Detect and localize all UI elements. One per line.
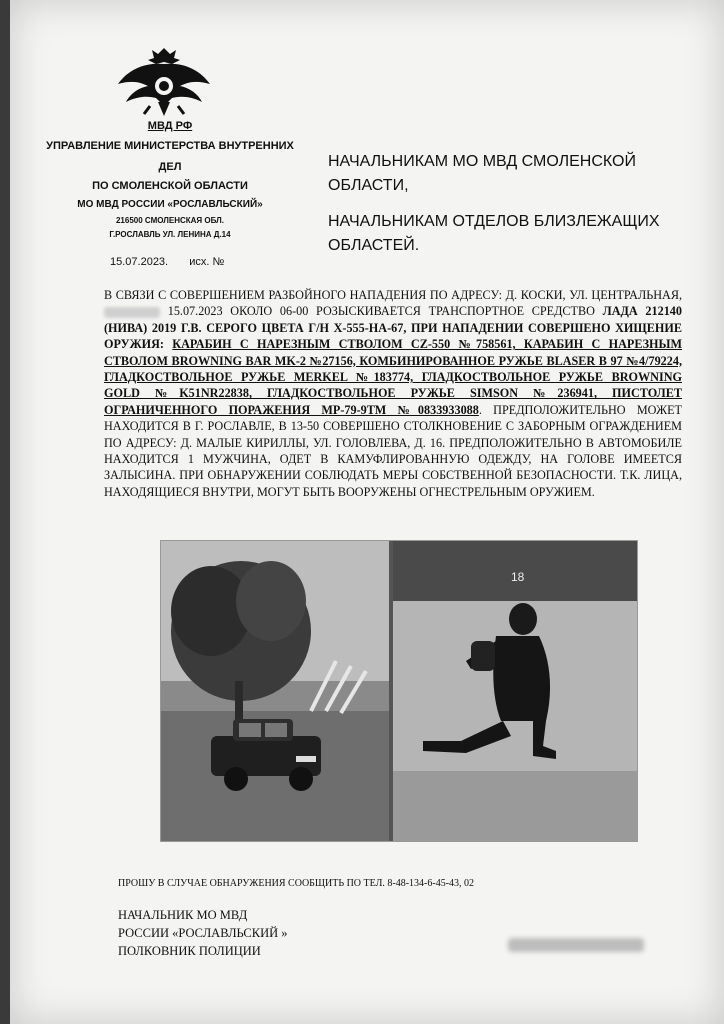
header-line-3: ПО СМОЛЕНСКОЙ ОБЛАСТИ [92,180,248,192]
cctv-photo [160,540,638,842]
body-car: ЛАДА 212140 (НИВА) 2019 Г.В. СЕРОГО ЦВЕТА Г/Н Х-555-НА-67, ПРИ НАПАДЕНИИ СОВЕРШЕНО ХИЩЕНИЕ ОРУЖИЯ: [104,304,682,352]
header-address-2: Г.РОСЛАВЛЬ УЛ. ЛЕНИНА Д.14 [109,230,231,239]
recipient-1: НАЧАЛЬНИКАМ МО МВД СМОЛЕНСКОЙ ОБЛАСТИ, [328,153,636,194]
camera-number: 18 [511,570,525,584]
body-paragraph [104,287,682,500]
mvd-emblem-icon [114,40,214,120]
document-date: 15.07.2023. [110,256,169,268]
contact-request: ПРОШУ В СЛУЧАЕ ОБНАРУЖЕНИЯ СООБЩИТЬ ПО ТЕЛ. 8-48-134-6-45-43, 02 [118,878,475,889]
header-line-4: МО МВД РОССИИ «РОСЛАВЛЬСКИЙ» [77,199,263,210]
header-org: МВД РФ [147,120,193,132]
redacted-signature-name [508,938,644,952]
body-rest: . ПРЕДПОЛОЖИТЕЛЬНО МОЖЕТ НАХОДИТСЯ В Г. РОСЛАВЛЕ, В 13-50 СОВЕРШЕНО СТОЛКНОВЕНИЕ С ЗАБОРНЫМ ОГРАЖДЕНИЕМ ПО АДРЕСУ: Д. МАЛЫЕ КИРИЛЛЫ, УЛ. ГОЛОВЛЕВА, Д. 16. ПРЕДПОЛОЖИТЕЛЬНО В АВТОМОБИЛЕ НАХОДИТСЯ 1 МУЖЧИНА, ОДЕТ В КАМУФЛИРОВАННУЮ ОДЕЖДУ, НА ГОЛОВЕ ИМЕЕТСЯ ЗАЛЫСИНА. ПРИ ОБНАРУЖЕНИИ СОБЛЮДАТЬ МЕРЫ СОБСТВЕННОЙ БЕЗОПАСНОСТИ. Т.К. ЛИЦА, НАХОДЯЩИЕСЯ ВНУТРИ, МОГУТ БЫТЬ ВООРУЖЕНЫ ОГНЕСТРЕЛЬНЫМ ОРУЖИЕМ. [104,402,682,499]
document-sheet [10,0,724,1024]
header-address-1: 216500 СМОЛЕНСКАЯ ОБЛ. [115,216,225,225]
body-weapons: КАРАБИН С НАРЕЗНЫМ СТВОЛОМ CZ-550 №758561, КАРАБИН С НАРЕЗНЫМ СТВОЛОМ BROWNING BAR MK-2 №27156, КОМБИНИРОВАННОЕ РУЖЬЕ BLASER В 97 №4/79224, ГЛАДКОСТВОЛЬНОЕ РУЖЬЕ MERKEL №183774, ГЛАДКОСТВОЛЬНОЕ РУЖЬЕ BROWNING GOLD №K51NR22838, ГЛАДКОСТВОЛЬНОЕ РУЖЬЕ SIMSON №236941, ПИСТОЛЕТ ОГРАНИЧЕННОГО ПОРАЖЕНИЯ МР-79-9ТМ №0833933088 [104,337,682,417]
outgoing-number: исх. № [189,256,225,268]
date-line [110,256,242,268]
signature-line-2: РОССИИ «РОСЛАВЛЬСКИЙ » [118,926,288,940]
signature-line-1: НАЧАЛЬНИК МО МВД [118,908,248,922]
recipient-2: НАЧАЛЬНИКАМ ОТДЕЛОВ БЛИЗЛЕЖАЩИХ ОБЛАСТЕЙ. [328,213,660,254]
body-intro: В СВЯЗИ С СОВЕРШЕНИЕМ РАЗБОЙНОГО НАПАДЕНИЯ ПО АДРЕСУ: Д. КОСКИ, УЛ. ЦЕНТРАЛЬНАЯ, [104,288,682,302]
redacted-house-number [104,307,160,318]
header-line-1: УПРАВЛЕНИЕ МИНИСТЕРСТВА ВНУТРЕННИХ [46,140,294,152]
header-line-2: ДЕЛ [158,161,182,173]
signature-line-3: ПОЛКОВНИК ПОЛИЦИИ [118,944,261,958]
body-date-vehicle: 15.07.2023 ОКОЛО 06-00 РОЗЫСКИВАЕТСЯ ТРАНСПОРТНОЕ СРЕДСТВО [160,304,603,319]
